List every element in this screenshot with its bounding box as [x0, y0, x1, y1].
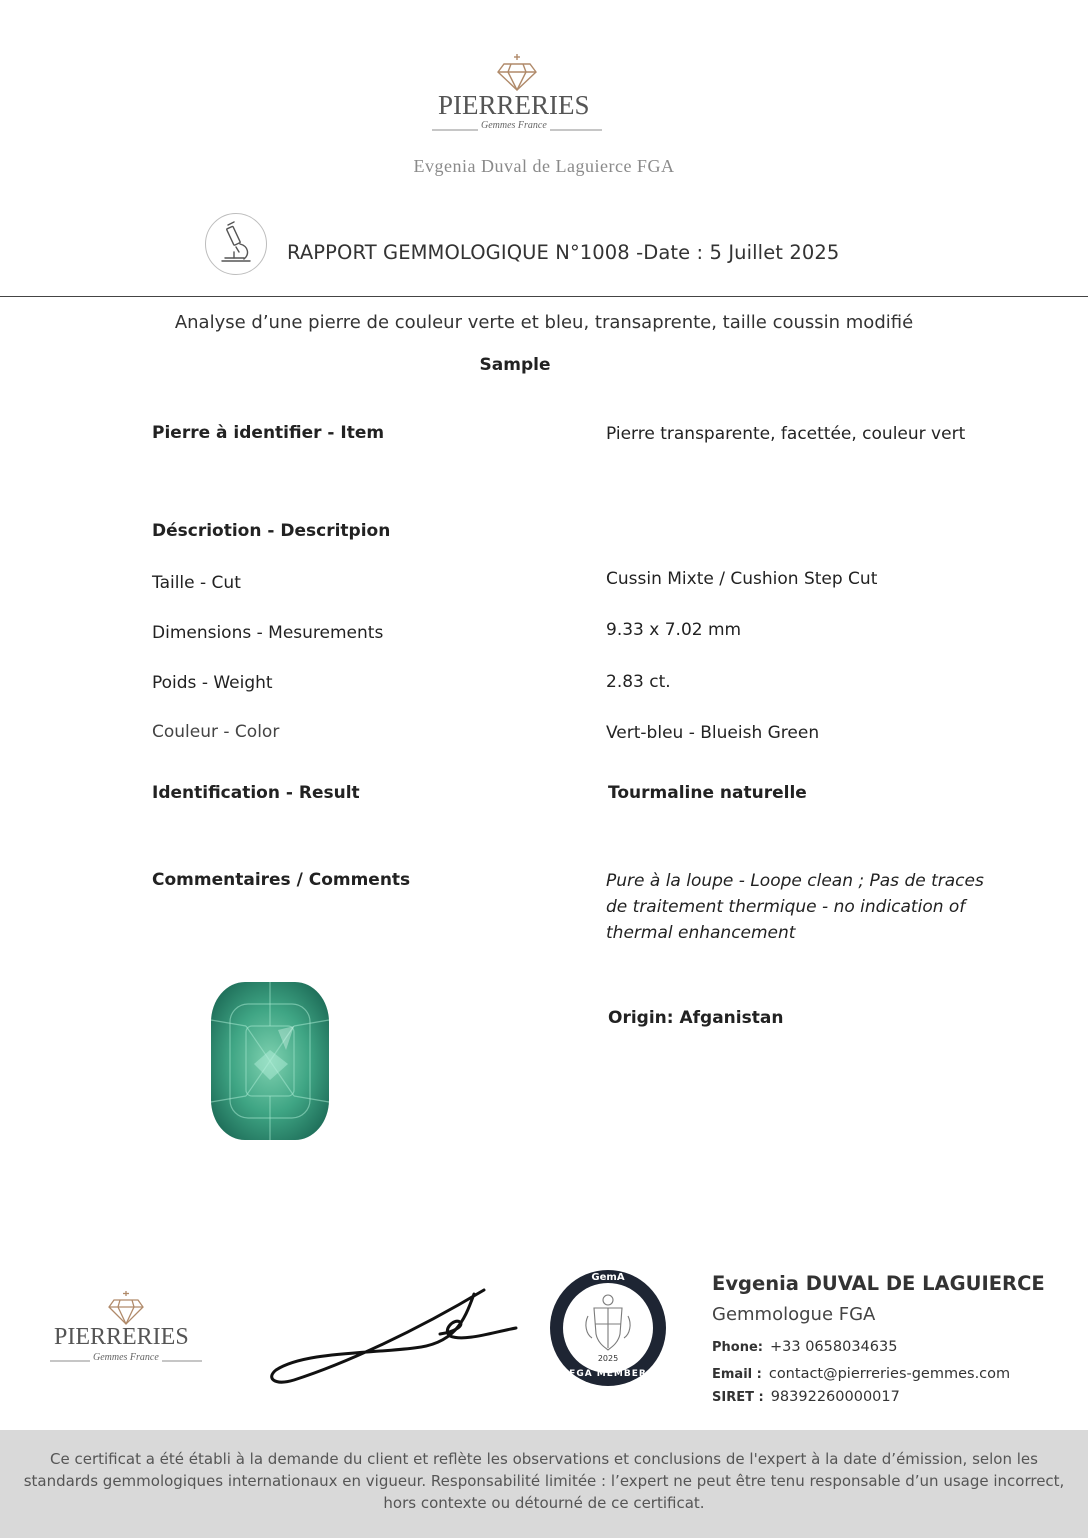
- badge-top-text: GemA: [591, 1272, 625, 1283]
- footer-brand-name: PIERRERIES: [54, 1324, 189, 1350]
- dimensions-value: 9.33 x 7.02 mm: [606, 620, 742, 640]
- expert-line: Evgenia Duval de Laguierce FGA: [413, 156, 675, 176]
- color-label: Couleur - Color: [152, 722, 280, 742]
- phone-value[interactable]: +33 0658034635: [769, 1339, 898, 1355]
- result-label: Identification - Result: [152, 783, 360, 803]
- dimensions-label: Dimensions - Mesurements: [152, 623, 384, 643]
- brand-subtitle: Gemmes France: [478, 120, 550, 131]
- sample-heading: Sample: [479, 355, 551, 375]
- phone-line: [712, 1339, 897, 1355]
- item-value: Pierre transparente, facettée, couleur vert: [606, 424, 966, 444]
- origin-value: Origin: Afganistan: [608, 1008, 784, 1028]
- expert-name: Evgenia DUVAL DE LAGUIERCE: [712, 1272, 1045, 1295]
- weight-label: Poids - Weight: [152, 673, 273, 693]
- email-value[interactable]: contact@pierreries-gemmes.com: [768, 1366, 1011, 1382]
- weight-value: 2.83 ct.: [606, 672, 671, 692]
- comments-label: Commentaires / Comments: [152, 870, 411, 890]
- cut-label: Taille - Cut: [152, 573, 241, 593]
- siret-line: [712, 1389, 900, 1405]
- gemstone-image: [208, 980, 332, 1142]
- microscope-icon: [205, 213, 267, 275]
- disclaimer-text: Ce certificat a été établi à la demande du client et reflète les observations et conclusions de l'expert à la date d’émission, selon les standards gemmologiques internationaux en vigueur. Responsabilité limitée : l’expert ne peut être tenu responsable d’un usage incorrect, hors contexte ou détourné de ce certificat.: [23, 1450, 1065, 1512]
- report-title: RAPPORT GEMMOLOGIQUE N°1008 -Date : 5 Juillet 2025: [287, 241, 840, 264]
- header-divider: [0, 296, 1088, 297]
- cut-value: Cussin Mixte / Cushion Step Cut: [606, 569, 878, 589]
- expert-role: Gemmologue FGA: [712, 1304, 876, 1325]
- brand-logo: [432, 52, 602, 134]
- siret-label: SIRET :: [712, 1390, 764, 1405]
- analysis-summary: Analyse d’une pierre de couleur verte et bleu, transaprente, taille coussin modifié: [174, 312, 914, 333]
- email-label: Email :: [712, 1367, 762, 1382]
- badge-bottom-text: FGA MEMBER: [569, 1369, 647, 1379]
- phone-label: Phone:: [712, 1340, 763, 1355]
- signature: [264, 1282, 524, 1392]
- comments-value: Pure à la loupe - Loope clean ; Pas de traces de traitement thermique - no indication of thermal enhancement: [606, 871, 984, 943]
- badge-year: 2025: [597, 1354, 619, 1363]
- result-value: Tourmaline naturelle: [608, 783, 807, 803]
- fga-member-badge: [548, 1268, 668, 1388]
- color-value: Vert-bleu - Blueish Green: [606, 723, 820, 743]
- siret-value: 98392260000017: [770, 1389, 900, 1405]
- item-label: Pierre à identifier - Item: [152, 423, 385, 443]
- description-label: Déscriotion - Descritpion: [152, 521, 391, 541]
- email-line: [712, 1366, 1010, 1382]
- brand-name: PIERRERIES: [438, 90, 590, 120]
- footer-brand-subtitle: Gemmes France: [90, 1352, 162, 1363]
- footer-brand-logo: [50, 1290, 202, 1368]
